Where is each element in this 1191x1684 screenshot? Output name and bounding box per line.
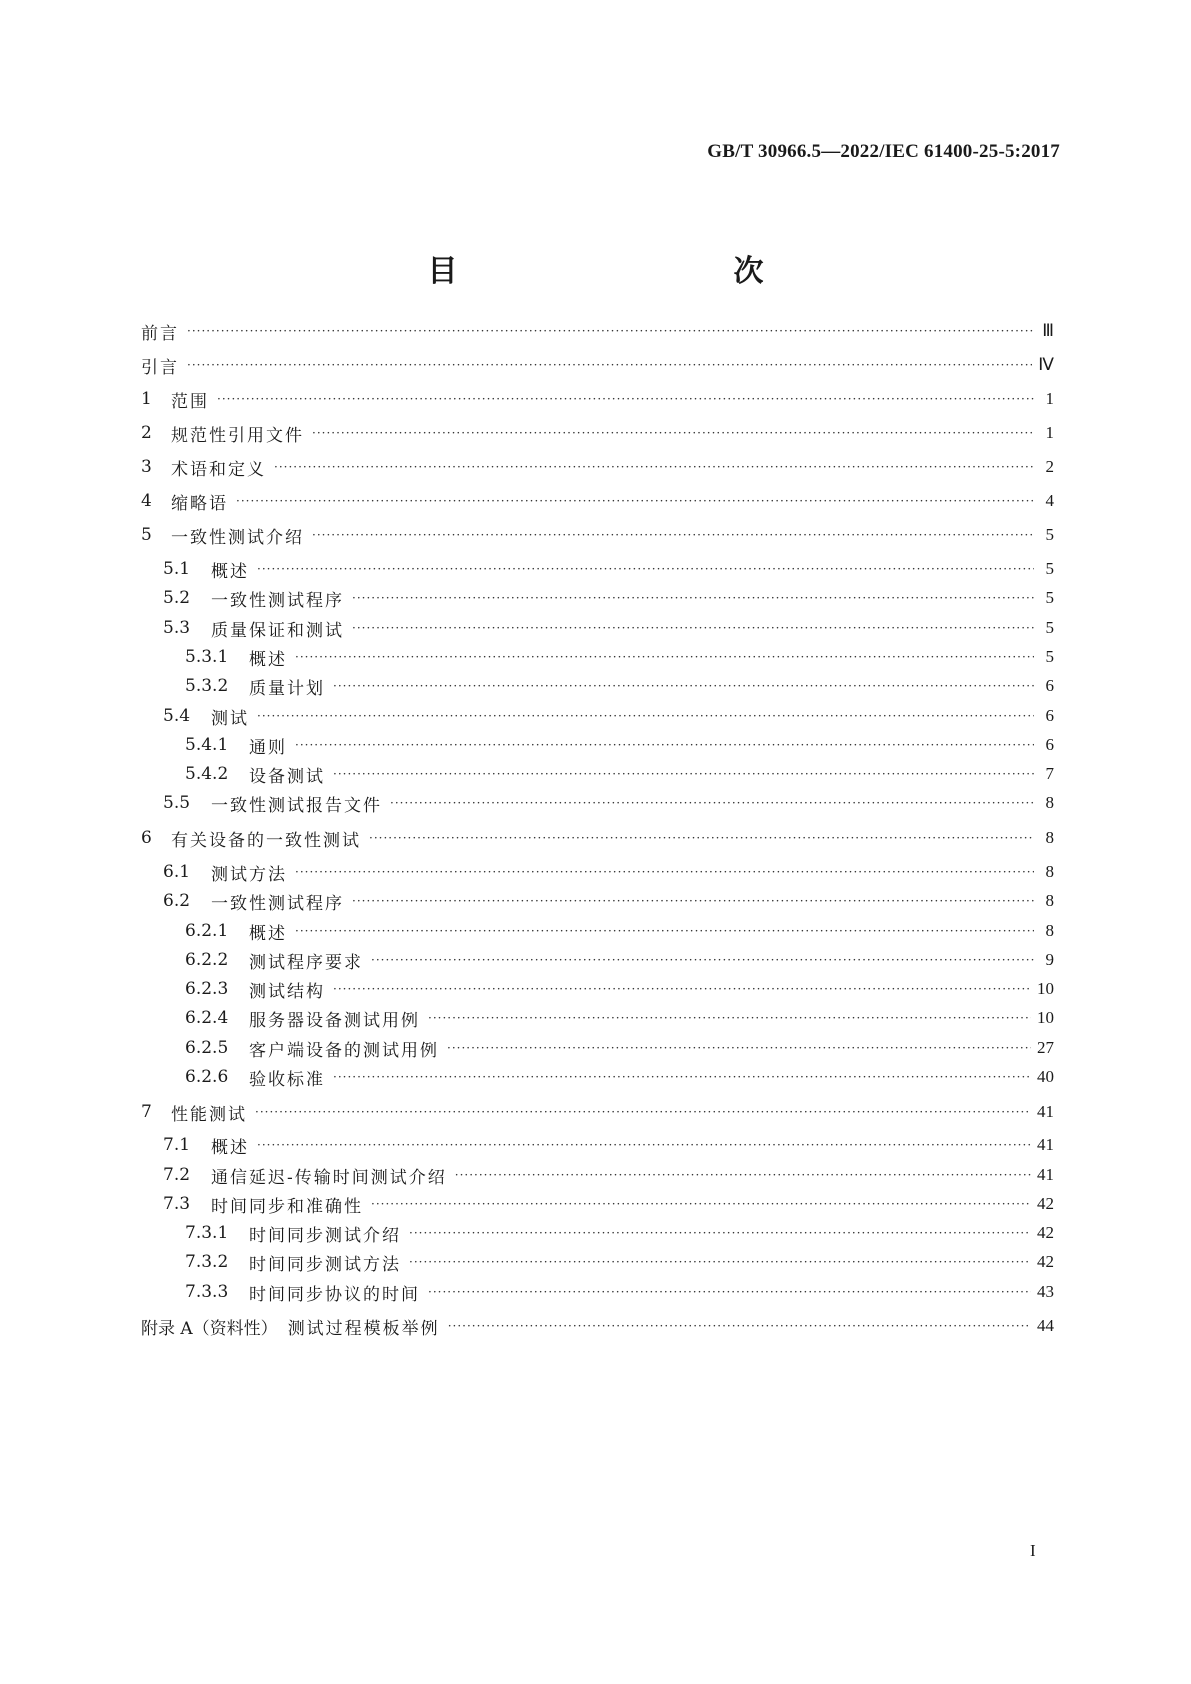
toc-entry-number: 7.1 — [163, 1135, 191, 1155]
toc-entry[interactable] — [185, 974, 1054, 1004]
toc-leader-dots — [448, 1319, 1031, 1333]
toc-entry-number: 5 — [141, 525, 152, 545]
toc-entry[interactable] — [141, 350, 1054, 380]
toc-leader-dots — [295, 650, 1034, 664]
toc-leader-dots — [333, 679, 1034, 693]
toc-leader-dots — [257, 709, 1034, 723]
toc-entry-page: 41 — [1037, 1135, 1054, 1154]
toc-entry-page: 7 — [1045, 764, 1054, 783]
toc-entry[interactable] — [141, 486, 1054, 516]
toc-leader-dots — [333, 982, 1031, 996]
toc-entry-label: 性能测试 — [171, 1104, 247, 1125]
toc-entry-number: 5.5 — [163, 793, 191, 813]
toc-entry-page: 8 — [1045, 862, 1054, 881]
toc-entry-number: 5.1 — [163, 559, 191, 579]
toc-entry-page: 10 — [1037, 1008, 1054, 1027]
toc-leader-dots — [312, 528, 1034, 542]
toc-leader-dots — [371, 953, 1034, 967]
toc-entry[interactable] — [185, 916, 1054, 946]
toc-leader-dots — [447, 1041, 1031, 1055]
toc-leader-dots — [369, 831, 1034, 845]
toc-entry-page: 6 — [1045, 706, 1054, 725]
toc-entry-page: 5 — [1045, 525, 1054, 544]
toc-entry-number: 3 — [141, 457, 152, 477]
toc-entry[interactable] — [163, 1130, 1054, 1160]
toc-entry-label: 缩略语 — [171, 493, 228, 514]
toc-leader-dots — [371, 1197, 1031, 1211]
toc-entry-page: 42 — [1037, 1252, 1054, 1271]
toc-leader-dots — [409, 1255, 1031, 1269]
toc-entry-label: 时间同步测试方法 — [249, 1254, 401, 1275]
toc-entry-page: 41 — [1037, 1102, 1054, 1121]
toc-entry-page: 42 — [1037, 1194, 1054, 1213]
toc-entry[interactable] — [163, 613, 1054, 643]
toc-entry-label: 一致性测试报告文件 — [211, 795, 382, 816]
toc-leader-dots — [274, 460, 1034, 474]
toc-entry[interactable] — [185, 1033, 1054, 1063]
toc-leader-dots — [428, 1011, 1031, 1025]
toc-entry-page: 6 — [1045, 676, 1054, 695]
toc-leader-dots — [187, 358, 1032, 372]
toc-entry-label: 验收标准 — [249, 1069, 325, 1090]
toc-entry-number: 6 — [141, 828, 152, 848]
toc-entry-number: 5.2 — [163, 588, 191, 608]
toc-entry-page: 41 — [1037, 1165, 1054, 1184]
toc-entry-label: 通则 — [249, 737, 287, 758]
toc-entry-page: 8 — [1045, 828, 1054, 847]
toc-leader-dots — [428, 1285, 1031, 1299]
toc-entry-number: 1 — [141, 389, 152, 409]
toc-entry[interactable] — [141, 316, 1054, 346]
toc-leader-dots — [352, 591, 1034, 605]
toc-entry[interactable] — [185, 945, 1054, 975]
toc-entry[interactable] — [185, 730, 1054, 760]
toc-entry-page: 8 — [1045, 891, 1054, 910]
toc-entry-label: 质量保证和测试 — [211, 620, 344, 641]
toc-leader-dots — [333, 767, 1034, 781]
toc-entry-label: 时间同步和准确性 — [211, 1196, 363, 1217]
toc-entry-page: 43 — [1037, 1282, 1054, 1301]
toc-entry-number: 4 — [141, 491, 152, 511]
toc-entry-label: 概述 — [211, 1137, 249, 1158]
toc-entry-number: 6.2.2 — [185, 950, 229, 970]
toc-entry[interactable] — [141, 1097, 1054, 1127]
toc-entry-label: 测试结构 — [249, 981, 325, 1002]
toc-entry-page: 8 — [1045, 921, 1054, 940]
toc-entry-number: 6.2.3 — [185, 979, 229, 999]
toc-entry-number: 7.3 — [163, 1194, 191, 1214]
toc-leader-dots — [455, 1168, 1031, 1182]
toc-entry-label: 术语和定义 — [171, 459, 266, 480]
toc-entry-number: 6.2.6 — [185, 1067, 229, 1087]
toc-entry-number: 6.2.1 — [185, 921, 229, 941]
toc-entry[interactable] — [185, 1277, 1054, 1307]
toc-entry-number: 附录 A（资料性） — [141, 1318, 278, 1339]
toc-entry-page: 42 — [1037, 1223, 1054, 1242]
toc-entry[interactable] — [163, 788, 1054, 818]
toc-leader-dots — [295, 865, 1034, 879]
toc-entry[interactable] — [141, 384, 1054, 414]
toc-entry-page: 27 — [1037, 1038, 1054, 1057]
toc-leader-dots — [352, 894, 1034, 908]
toc-entry-label: 时间同步协议的时间 — [249, 1284, 420, 1305]
toc-entry-page: 5 — [1045, 559, 1054, 578]
toc-entry-number: 6.1 — [163, 862, 191, 882]
toc-entry-number: 7 — [141, 1102, 152, 1122]
toc-entry-label: 引言 — [141, 357, 179, 378]
toc-entry-label: 时间同步测试介绍 — [249, 1225, 401, 1246]
toc-entry-page: 8 — [1045, 793, 1054, 812]
toc-entry-number: 5.3.1 — [185, 647, 229, 667]
page-number: I — [1030, 1541, 1036, 1560]
toc-entry-page: 40 — [1037, 1067, 1054, 1086]
toc-entry-number: 5.4.2 — [185, 764, 229, 784]
toc-leader-dots — [255, 1105, 1031, 1119]
toc-entry-label: 规范性引用文件 — [171, 425, 304, 446]
toc-entry[interactable] — [185, 1247, 1054, 1277]
toc-entry-page: 1 — [1045, 423, 1054, 442]
toc-entry-label: 客户端设备的测试用例 — [249, 1040, 439, 1061]
toc-leader-dots — [409, 1226, 1031, 1240]
toc-entry-page: 5 — [1045, 647, 1054, 666]
toc-leader-dots — [312, 426, 1034, 440]
toc-entry-page: 44 — [1037, 1316, 1054, 1335]
toc-entry[interactable] — [185, 642, 1054, 672]
toc-entry-number: 6.2 — [163, 891, 191, 911]
toc-entry[interactable] — [185, 1003, 1054, 1033]
toc-entry-page: 2 — [1045, 457, 1054, 476]
standard-number: GB/T 30966.5—2022/IEC 61400-25-5:2017 — [707, 141, 1060, 162]
toc-entry-label: 设备测试 — [249, 766, 325, 787]
toc-leader-dots — [187, 324, 1034, 338]
toc-entry-label: 一致性测试程序 — [211, 590, 344, 611]
toc-entry-label: 测试程序要求 — [249, 952, 363, 973]
toc-entry-number: 7.3.1 — [185, 1223, 229, 1243]
toc-entry[interactable] — [141, 520, 1054, 550]
toc-entry-label: 服务器设备测试用例 — [249, 1010, 420, 1031]
toc-leader-dots — [295, 738, 1034, 752]
toc-entry-label: 概述 — [249, 923, 287, 944]
page-title: 目 次 — [427, 254, 836, 289]
toc-entry[interactable] — [141, 823, 1054, 853]
toc-entry-label: 测试 — [211, 708, 249, 729]
toc-entry-number: 5.3.2 — [185, 676, 229, 696]
toc-entry-page: Ⅲ — [1042, 321, 1054, 340]
toc-entry-page: 9 — [1045, 950, 1054, 969]
toc-entry-page: Ⅳ — [1038, 355, 1054, 374]
toc-entry-label: 一致性测试程序 — [211, 893, 344, 914]
toc-entry-label: 质量计划 — [249, 678, 325, 699]
toc-entry[interactable] — [185, 759, 1054, 789]
toc-entry-number: 6.2.5 — [185, 1038, 229, 1058]
toc-entry[interactable] — [185, 1218, 1054, 1248]
toc-entry[interactable] — [163, 886, 1054, 916]
toc-entry[interactable] — [185, 1062, 1054, 1092]
toc-entry-label: 前言 — [141, 323, 179, 344]
toc-entry-label: 测试过程模板举例 — [287, 1318, 440, 1339]
toc-entry-label: 通信延迟-传输时间测试介绍 — [211, 1167, 447, 1188]
toc-leader-dots — [236, 494, 1034, 508]
toc-entry[interactable] — [141, 1311, 1054, 1341]
toc-entry-number: 5.4 — [163, 706, 191, 726]
toc-entry[interactable] — [163, 1189, 1054, 1219]
toc-entry[interactable] — [141, 452, 1054, 482]
toc-entry-number: 2 — [141, 423, 152, 443]
toc-entry-label: 概述 — [249, 649, 287, 670]
toc-entry-page: 1 — [1045, 389, 1054, 408]
toc-entry[interactable] — [163, 857, 1054, 887]
toc-entry-number: 7.2 — [163, 1165, 191, 1185]
toc-entry-page: 6 — [1045, 735, 1054, 754]
toc-leader-dots — [352, 621, 1034, 635]
toc-leader-dots — [257, 562, 1034, 576]
toc-entry-label: 有关设备的一致性测试 — [171, 830, 361, 851]
toc-entry-page: 5 — [1045, 618, 1054, 637]
toc-leader-dots — [295, 924, 1034, 938]
toc-entry[interactable] — [163, 583, 1054, 613]
toc-entry-number: 6.2.4 — [185, 1008, 229, 1028]
toc-entry[interactable] — [163, 554, 1054, 584]
toc-entry[interactable] — [163, 701, 1054, 731]
toc-leader-dots — [333, 1070, 1031, 1084]
toc-entry[interactable] — [141, 418, 1054, 448]
toc-entry-number: 5.3 — [163, 618, 191, 638]
toc-entry-number: 5.4.1 — [185, 735, 229, 755]
toc-entry-number: 7.3.2 — [185, 1252, 229, 1272]
toc-entry-label: 范围 — [171, 391, 209, 412]
toc-entry-page: 10 — [1037, 979, 1054, 998]
toc-entry[interactable] — [185, 671, 1054, 701]
toc-entry-page: 5 — [1045, 588, 1054, 607]
toc-entry-number: 7.3.3 — [185, 1282, 229, 1302]
toc-entry[interactable] — [163, 1160, 1054, 1190]
toc-entry-label: 一致性测试介绍 — [171, 527, 304, 548]
toc-leader-dots — [390, 796, 1034, 810]
toc-entry-label: 概述 — [211, 561, 249, 582]
toc-leader-dots — [257, 1138, 1031, 1152]
toc-entry-page: 4 — [1045, 491, 1054, 510]
toc-leader-dots — [217, 392, 1034, 406]
toc-entry-label: 测试方法 — [211, 864, 287, 885]
